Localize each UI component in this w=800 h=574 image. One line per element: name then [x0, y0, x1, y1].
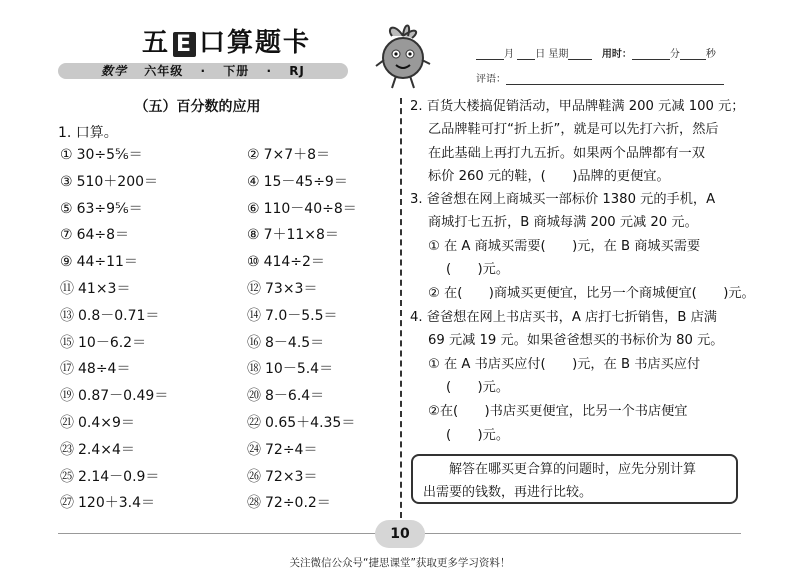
calc-number: ⑫	[247, 281, 261, 297]
calc-item	[60, 412, 135, 432]
problem-line: 标价 260 元的鞋，( )品牌的更便宜。	[428, 169, 670, 184]
problem-line: ( )元。	[446, 262, 510, 277]
calc-expression: 7×7＋8＝	[263, 147, 331, 163]
calc-expression: 72÷4＝	[265, 441, 318, 458]
calc-expression: 41×3＝	[78, 281, 131, 297]
calc-number: ㉓	[60, 441, 74, 458]
day-blank[interactable]	[517, 48, 535, 60]
calc-number: ㉘	[247, 495, 261, 512]
calc-item	[60, 358, 130, 378]
calc-expression: 0.8－0.71＝	[78, 307, 160, 324]
comment-line: 评语：	[476, 70, 724, 85]
calc-number: ⑩	[247, 254, 260, 271]
calc-number: ⑱	[247, 361, 261, 378]
calc-number: ⑮	[60, 334, 74, 351]
weekday-blank[interactable]	[568, 48, 592, 60]
calc-item	[247, 492, 331, 512]
volume-label: 下册	[223, 64, 250, 78]
comment-blank[interactable]	[506, 73, 724, 85]
calc-item	[247, 251, 325, 271]
calc-expression: 10－6.2＝	[78, 334, 147, 351]
calc-number: ②	[247, 147, 260, 163]
calc-expression: 72×3＝	[265, 468, 318, 485]
calc-number: ⑨	[60, 254, 73, 271]
calc-item	[60, 278, 130, 298]
calc-number: ⑯	[247, 334, 261, 351]
calc-item	[247, 224, 339, 244]
calc-expression: 2.4×4＝	[78, 441, 135, 458]
calc-expression: 8－4.5＝	[265, 334, 325, 351]
page-number: 10	[375, 520, 425, 548]
problem-line: ( )元。	[446, 380, 510, 395]
date-time-line: 月 日 星期 用时： 分 秒	[476, 45, 716, 60]
calc-number: ⑭	[247, 307, 261, 324]
calc-expression: 10－5.4＝	[265, 361, 334, 378]
calc-number: ㉔	[247, 441, 261, 458]
problem-line: ( )元。	[446, 428, 510, 443]
calc-item	[247, 305, 338, 325]
title-suffix: 口算题卡	[199, 28, 312, 58]
problem-line: 69 元减 19 元。如果爸爸想买的书标价为 80 元。	[428, 333, 724, 348]
problem-line: 2. 百货大楼搞促销活动，甲品牌鞋满 200 元减 100 元；	[410, 99, 745, 114]
calc-item	[247, 466, 317, 486]
calc-number: ⑰	[60, 361, 74, 378]
minutes-blank[interactable]	[632, 48, 670, 60]
calc-number: ④	[247, 173, 260, 190]
calc-item	[247, 278, 317, 298]
calc-expression: 510＋200＝	[76, 173, 159, 190]
title-letter: E	[173, 32, 196, 57]
calc-expression: 0.4×9＝	[78, 415, 135, 431]
calc-number: ⑥	[247, 200, 260, 217]
calc-expression: 30÷5⅚＝	[76, 147, 143, 163]
calc-expression: 0.87－0.49＝	[78, 388, 169, 405]
calc-item	[247, 439, 317, 459]
calc-item	[247, 412, 355, 432]
problem-line: ② 在( )商城买更便宜，比另一个商城便宜( )元。	[428, 286, 755, 301]
calc-expression: 414÷2＝	[263, 254, 325, 271]
problem-line: 4. 爸爸想在网上书店买书，A 店打七折销售，B 店满	[410, 310, 717, 325]
problem-line: 在此基础上再打九五折。如果两个品牌都有一双	[428, 146, 705, 161]
calc-item	[247, 385, 324, 405]
footer-note: 关注微信公众号“捷思课堂”获取更多学习资料！	[289, 557, 511, 569]
tip-box	[411, 454, 738, 504]
calc-expression: 120＋3.4＝	[78, 495, 155, 512]
calc-number: ⑳	[247, 388, 261, 405]
calc-number: ①	[60, 147, 73, 163]
calc-number: ㉕	[60, 468, 74, 485]
calc-number: ③	[60, 173, 73, 190]
problem-line: 乙品牌鞋可打“折上折”，就是可以先打六折，然后	[428, 122, 719, 137]
card-title	[142, 22, 311, 59]
problem-line: 3. 爸爸想在网上商城买一部标价 1380 元的手机，A	[410, 192, 716, 207]
calc-item	[247, 332, 324, 352]
calc-expression: 7.0－5.5＝	[265, 307, 338, 324]
calc-item	[60, 492, 155, 512]
calc-expression: 64÷8＝	[76, 227, 130, 244]
calc-item	[60, 198, 143, 218]
section-title: （五）百分数的应用	[134, 99, 261, 115]
calc-number: ㉒	[247, 415, 261, 431]
calc-expression: 110－40÷8＝	[263, 200, 357, 217]
title-prefix: 五	[142, 28, 171, 58]
calc-expression: 2.14－0.9＝	[78, 468, 160, 485]
seconds-blank[interactable]	[680, 48, 706, 60]
month-blank[interactable]	[476, 48, 504, 60]
calc-expression: 44÷11＝	[76, 254, 138, 271]
calc-item	[60, 224, 129, 244]
calc-number: ⑬	[60, 307, 74, 324]
column-divider	[400, 98, 402, 518]
radish-mascot-icon	[372, 20, 434, 92]
calc-item	[60, 466, 159, 486]
calc-item	[60, 385, 168, 405]
calc-number: ㉑	[60, 415, 74, 431]
calc-expression: 73×3＝	[265, 281, 318, 297]
calc-number: ⑤	[60, 200, 73, 217]
calc-expression: 48÷4＝	[78, 361, 131, 378]
calc-number: ⑲	[60, 388, 74, 405]
calc-item	[60, 332, 146, 352]
question-1-label: 1. 口算。	[58, 125, 118, 141]
calc-expression: 72÷0.2＝	[265, 495, 331, 512]
subject-label: 数学	[101, 64, 128, 78]
calc-number: ㉖	[247, 468, 261, 485]
calc-number: ㉗	[60, 495, 74, 512]
edition-label: RJ	[289, 64, 305, 78]
calc-item	[60, 144, 143, 164]
calc-expression: 7＋11×8＝	[263, 227, 339, 244]
calc-item	[247, 171, 348, 191]
calc-expression: 63÷9⅚＝	[76, 200, 143, 217]
problem-line: ① 在 A 商城买需要( )元，在 B 商城买需要	[428, 239, 701, 254]
problem-line: ① 在 A 书店买应付( )元，在 B 书店买应付	[428, 357, 701, 372]
calc-item	[247, 358, 333, 378]
calc-number: ⑧	[247, 227, 260, 244]
calc-expression: 0.65＋4.35＝	[265, 415, 356, 431]
calc-item	[247, 198, 357, 218]
grade-bar: 数学 六年级 · 下册 · RJ	[58, 63, 348, 79]
calc-number: ⑪	[60, 281, 74, 297]
calc-expression: 8－6.4＝	[265, 388, 325, 405]
calc-item	[60, 251, 138, 271]
calc-item	[60, 171, 158, 191]
grade-label: 六年级	[144, 64, 184, 78]
calc-number: ⑦	[60, 227, 73, 244]
calc-item	[247, 144, 330, 164]
calc-item	[60, 305, 159, 325]
tip-line-2: 出需要的钱数，再进行比较。	[423, 485, 593, 500]
calc-expression: 15－45÷9＝	[263, 173, 348, 190]
calc-item	[60, 439, 135, 459]
problem-line: 商城打七五折，B 商城每满 200 元减 20 元。	[428, 215, 698, 230]
tip-line-1: 解答在哪买更合算的问题时，应先分别计算	[449, 462, 697, 477]
problem-line: ②在( )书店买更便宜，比另一个书店便宜	[428, 404, 688, 419]
